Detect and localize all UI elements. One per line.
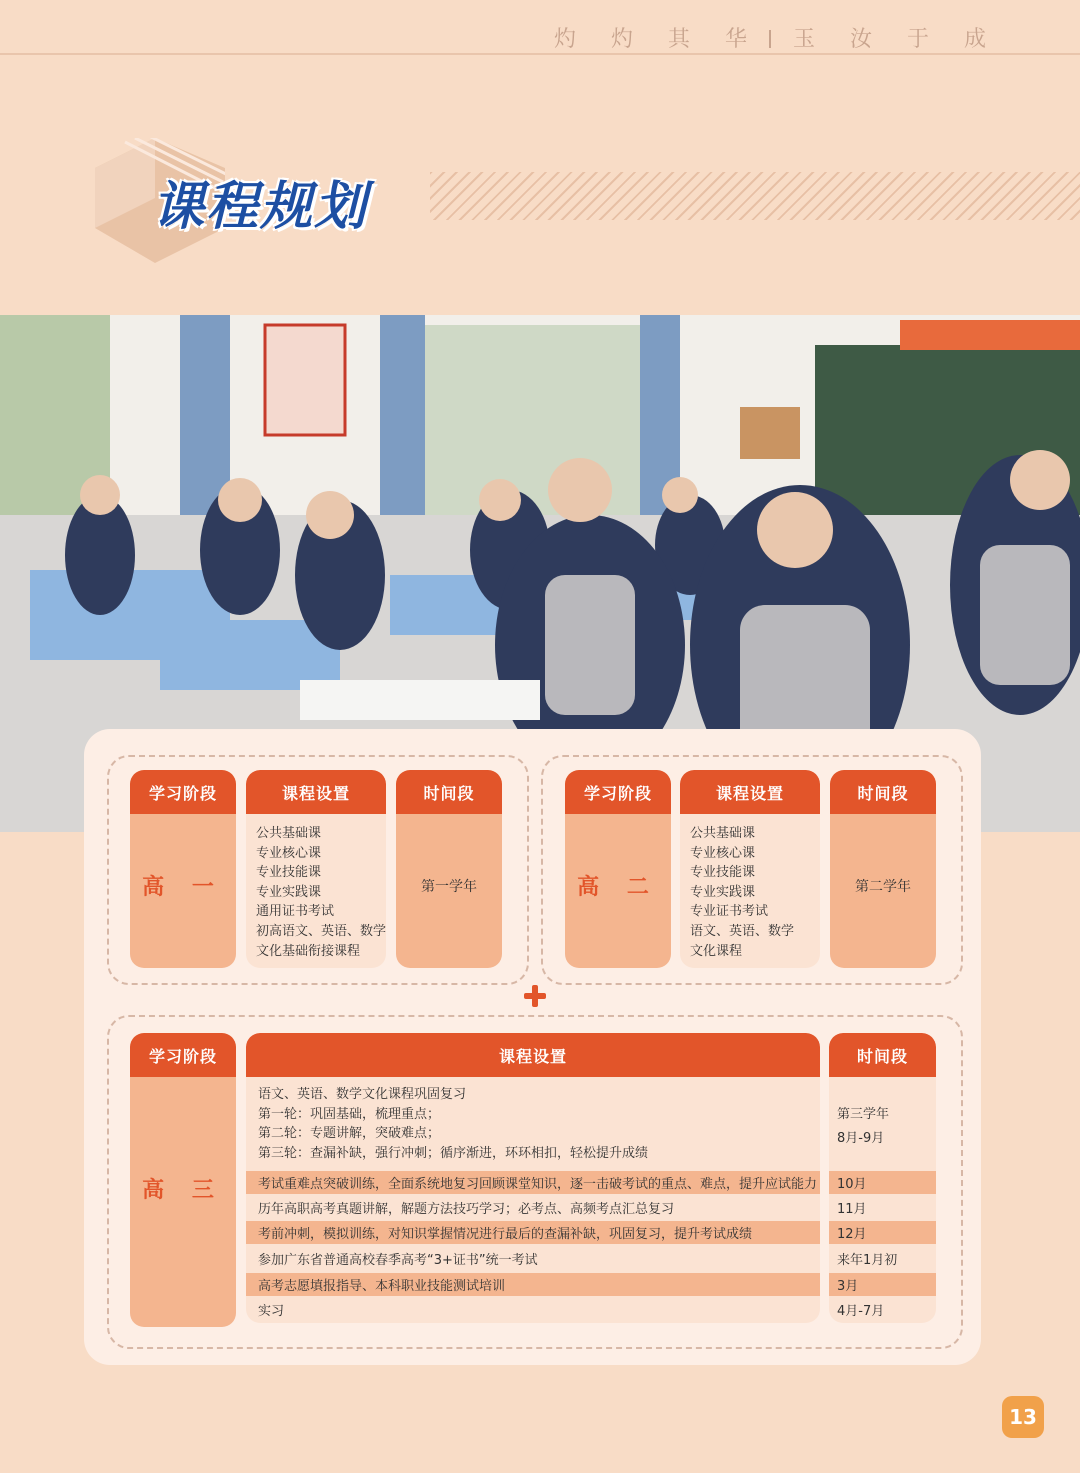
grade3-period-text: 11月	[837, 1202, 867, 1217]
grade2-course-item: 语文、英语、数学	[690, 923, 795, 939]
plus-icon	[522, 983, 548, 1009]
grade3-course-text: 参加广东省普通高校春季高考“3+证书”统一考试	[258, 1253, 538, 1268]
grade1-course-list	[256, 824, 386, 961]
grade3-course-row	[246, 1171, 820, 1194]
grade3-period-row	[829, 1298, 936, 1321]
grade2-course-item: 专业技能课	[690, 865, 756, 881]
grade3-review-line: 第二轮：专题讲解，突破难点；	[258, 1126, 441, 1142]
grade3-course-text: 高考志愿填报指导、本科职业技能测试培训	[258, 1279, 506, 1294]
grade3-stage-column	[130, 1033, 236, 1327]
grade1-course-item: 公共基础课	[256, 826, 322, 841]
grade1-stage-column	[130, 770, 236, 968]
grade3-review-block	[258, 1085, 648, 1163]
grade3-period-text: 来年1月初	[837, 1253, 898, 1268]
grade3-review-period	[837, 1103, 889, 1151]
page-number: 13	[1002, 1396, 1044, 1438]
grade3-course-row	[246, 1273, 820, 1296]
grade3-stage-name: 高 三	[142, 1178, 224, 1203]
grade3-period-text: 10月	[837, 1177, 867, 1192]
grade3-period-row	[829, 1273, 936, 1296]
grade1-course-item: 通用证书考试	[256, 904, 335, 920]
grade2-period-header: 时间段	[830, 770, 936, 814]
grade2-course-item: 专业核心课	[690, 845, 756, 861]
grade3-course-column	[246, 1033, 820, 1323]
motto-left: 灼 灼 其 华	[554, 27, 762, 52]
grade2-course-header: 课程设置	[680, 770, 820, 814]
grade3-course-row	[246, 1221, 820, 1244]
grade3-course-row	[246, 1196, 820, 1219]
motto-divider	[769, 30, 771, 48]
grade3-period-line: 第三学年	[837, 1107, 890, 1122]
page-title: 课程规划	[152, 177, 369, 237]
grade1-course-item: 初高语文、英语、数学	[256, 923, 386, 939]
grade3-course-row	[246, 1247, 820, 1270]
grade2-course-item: 专业实践课	[690, 884, 756, 900]
grade1-course-header: 课程设置	[246, 770, 386, 814]
grade1-period-column	[396, 770, 502, 968]
grade3-period-header: 时间段	[829, 1033, 936, 1077]
grade1-stage-header: 学习阶段	[130, 770, 236, 814]
grade1-course-item: 文化基础衔接课程	[256, 943, 361, 959]
grade3-period-line: 8月-9月	[837, 1131, 885, 1146]
header-divider	[0, 53, 1080, 55]
grade3-review-line: 语文、英语、数学文化课程巩固复习	[258, 1087, 467, 1102]
grade2-period-column	[830, 770, 936, 968]
grade1-course-item: 专业实践课	[256, 884, 322, 900]
grade2-stage-name: 高 二	[577, 875, 659, 900]
grade3-period-row	[829, 1196, 936, 1219]
grade3-period-text: 3月	[837, 1279, 859, 1294]
grade1-course-column	[246, 770, 386, 968]
grade3-stage-header: 学习阶段	[130, 1033, 236, 1077]
header-motto	[554, 22, 1000, 53]
grade3-period-row	[829, 1247, 936, 1270]
grade2-stage-header: 学习阶段	[565, 770, 671, 814]
grade1-period-header: 时间段	[396, 770, 502, 814]
grade2-course-list	[690, 824, 794, 961]
grade1-period: 第一学年	[421, 879, 477, 895]
grade1-stage-name: 高 一	[142, 875, 224, 900]
motto-right: 玉 汝 于 成	[793, 27, 1000, 52]
grade1-course-item: 专业核心课	[256, 845, 322, 861]
grade2-course-column	[680, 770, 820, 968]
grade3-course-row	[246, 1298, 820, 1321]
title-hatch-decoration	[430, 172, 1080, 220]
grade2-stage-column	[565, 770, 671, 968]
grade3-period-text: 12月	[837, 1227, 867, 1242]
grade3-course-text: 考前冲刺，模拟训练，对知识掌握情况进行最后的查漏补缺，巩固复习，提升考试成绩	[258, 1227, 753, 1242]
grade3-period-row	[829, 1171, 936, 1194]
grade1-course-item: 专业技能课	[256, 865, 322, 881]
grade3-review-line: 第三轮：查漏补缺，强行冲刺；循序渐进，环环相扣，轻松提升成绩	[258, 1145, 649, 1161]
grade3-review-line: 第一轮：巩固基础，梳理重点；	[258, 1106, 441, 1122]
grade3-period-text: 4月-7月	[837, 1304, 885, 1319]
grade3-course-header: 课程设置	[246, 1033, 820, 1077]
grade3-course-text: 历年高职高考真题讲解，解题方法技巧学习；必考点、高频考点汇总复习	[258, 1202, 675, 1217]
grade3-period-column	[829, 1033, 936, 1323]
grade2-course-item: 公共基础课	[690, 826, 756, 841]
grade2-period: 第二学年	[855, 879, 911, 895]
grade2-course-item: 专业证书考试	[690, 904, 769, 920]
grade3-course-text: 实习	[258, 1304, 285, 1319]
grade3-course-text: 考试重难点突破训练，全面系统地复习回顾课堂知识，逐一击破考试的重点、难点，提升应试能力	[258, 1177, 818, 1192]
grade3-period-row	[829, 1221, 936, 1244]
grade2-course-item: 文化课程	[690, 943, 743, 959]
